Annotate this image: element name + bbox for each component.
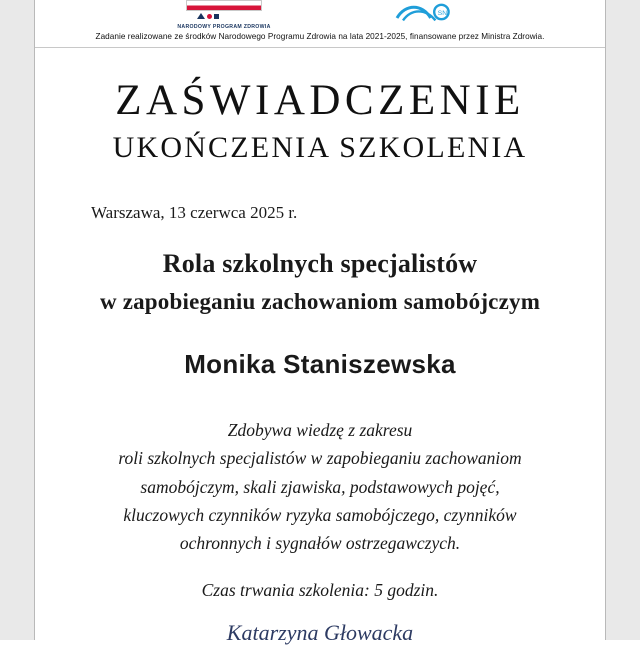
polish-flag-icon [186,0,262,11]
header-divider [35,47,605,48]
certificate-subtitle: UKOŃCZENIA SZKOLENIA [112,131,528,164]
svg-text:SN: SN [437,10,447,17]
certificate-content [35,0,605,645]
course-title-line2: w zapobieganiu zachowaniom samobójczym [99,289,541,314]
body-line-1: roli szkolnych specjalistów w zapobieganiu zachowaniom [118,448,522,469]
npz-program-label: NARODOWY PROGRAM ZDROWIA [177,24,271,30]
body-line-3: kluczowych czynników ryzyka samobójczego, czynników [123,505,517,526]
npz-mark-icon [194,11,254,22]
body-lead: Zdobywa wiedzę z zakresu [227,420,413,440]
certificate-title: ZAŚWIADCZENIE [115,77,525,124]
page-frame-right [605,0,640,640]
course-duration: Czas trwania szkolenia: 5 godzin. [201,579,439,600]
signature: Katarzyna Głowacka [226,620,414,645]
course-title-line1: Rola szkolnych specjalistów [162,249,478,278]
page-frame-left [0,0,35,640]
place-and-date: Warszawa, 13 czerwca 2025 r. [91,203,298,222]
recipient-name: Monika Staniszewska [184,349,456,379]
body-line-4: ochronnych i sygnałów ostrzegawczych. [179,533,461,554]
body-line-2: samobójczym, skali zjawiska, podstawowych pojęć, [140,476,500,497]
institute-logo-icon [391,0,463,24]
header-logos [35,0,605,28]
certificate-body [35,416,605,558]
funding-note: Zadanie realizowane ze środków Narodowego Programu Zdrowia na lata 2021-2025, finansowane przez Ministra Zdrowia. [95,32,545,41]
npz-logo-block [177,0,270,30]
